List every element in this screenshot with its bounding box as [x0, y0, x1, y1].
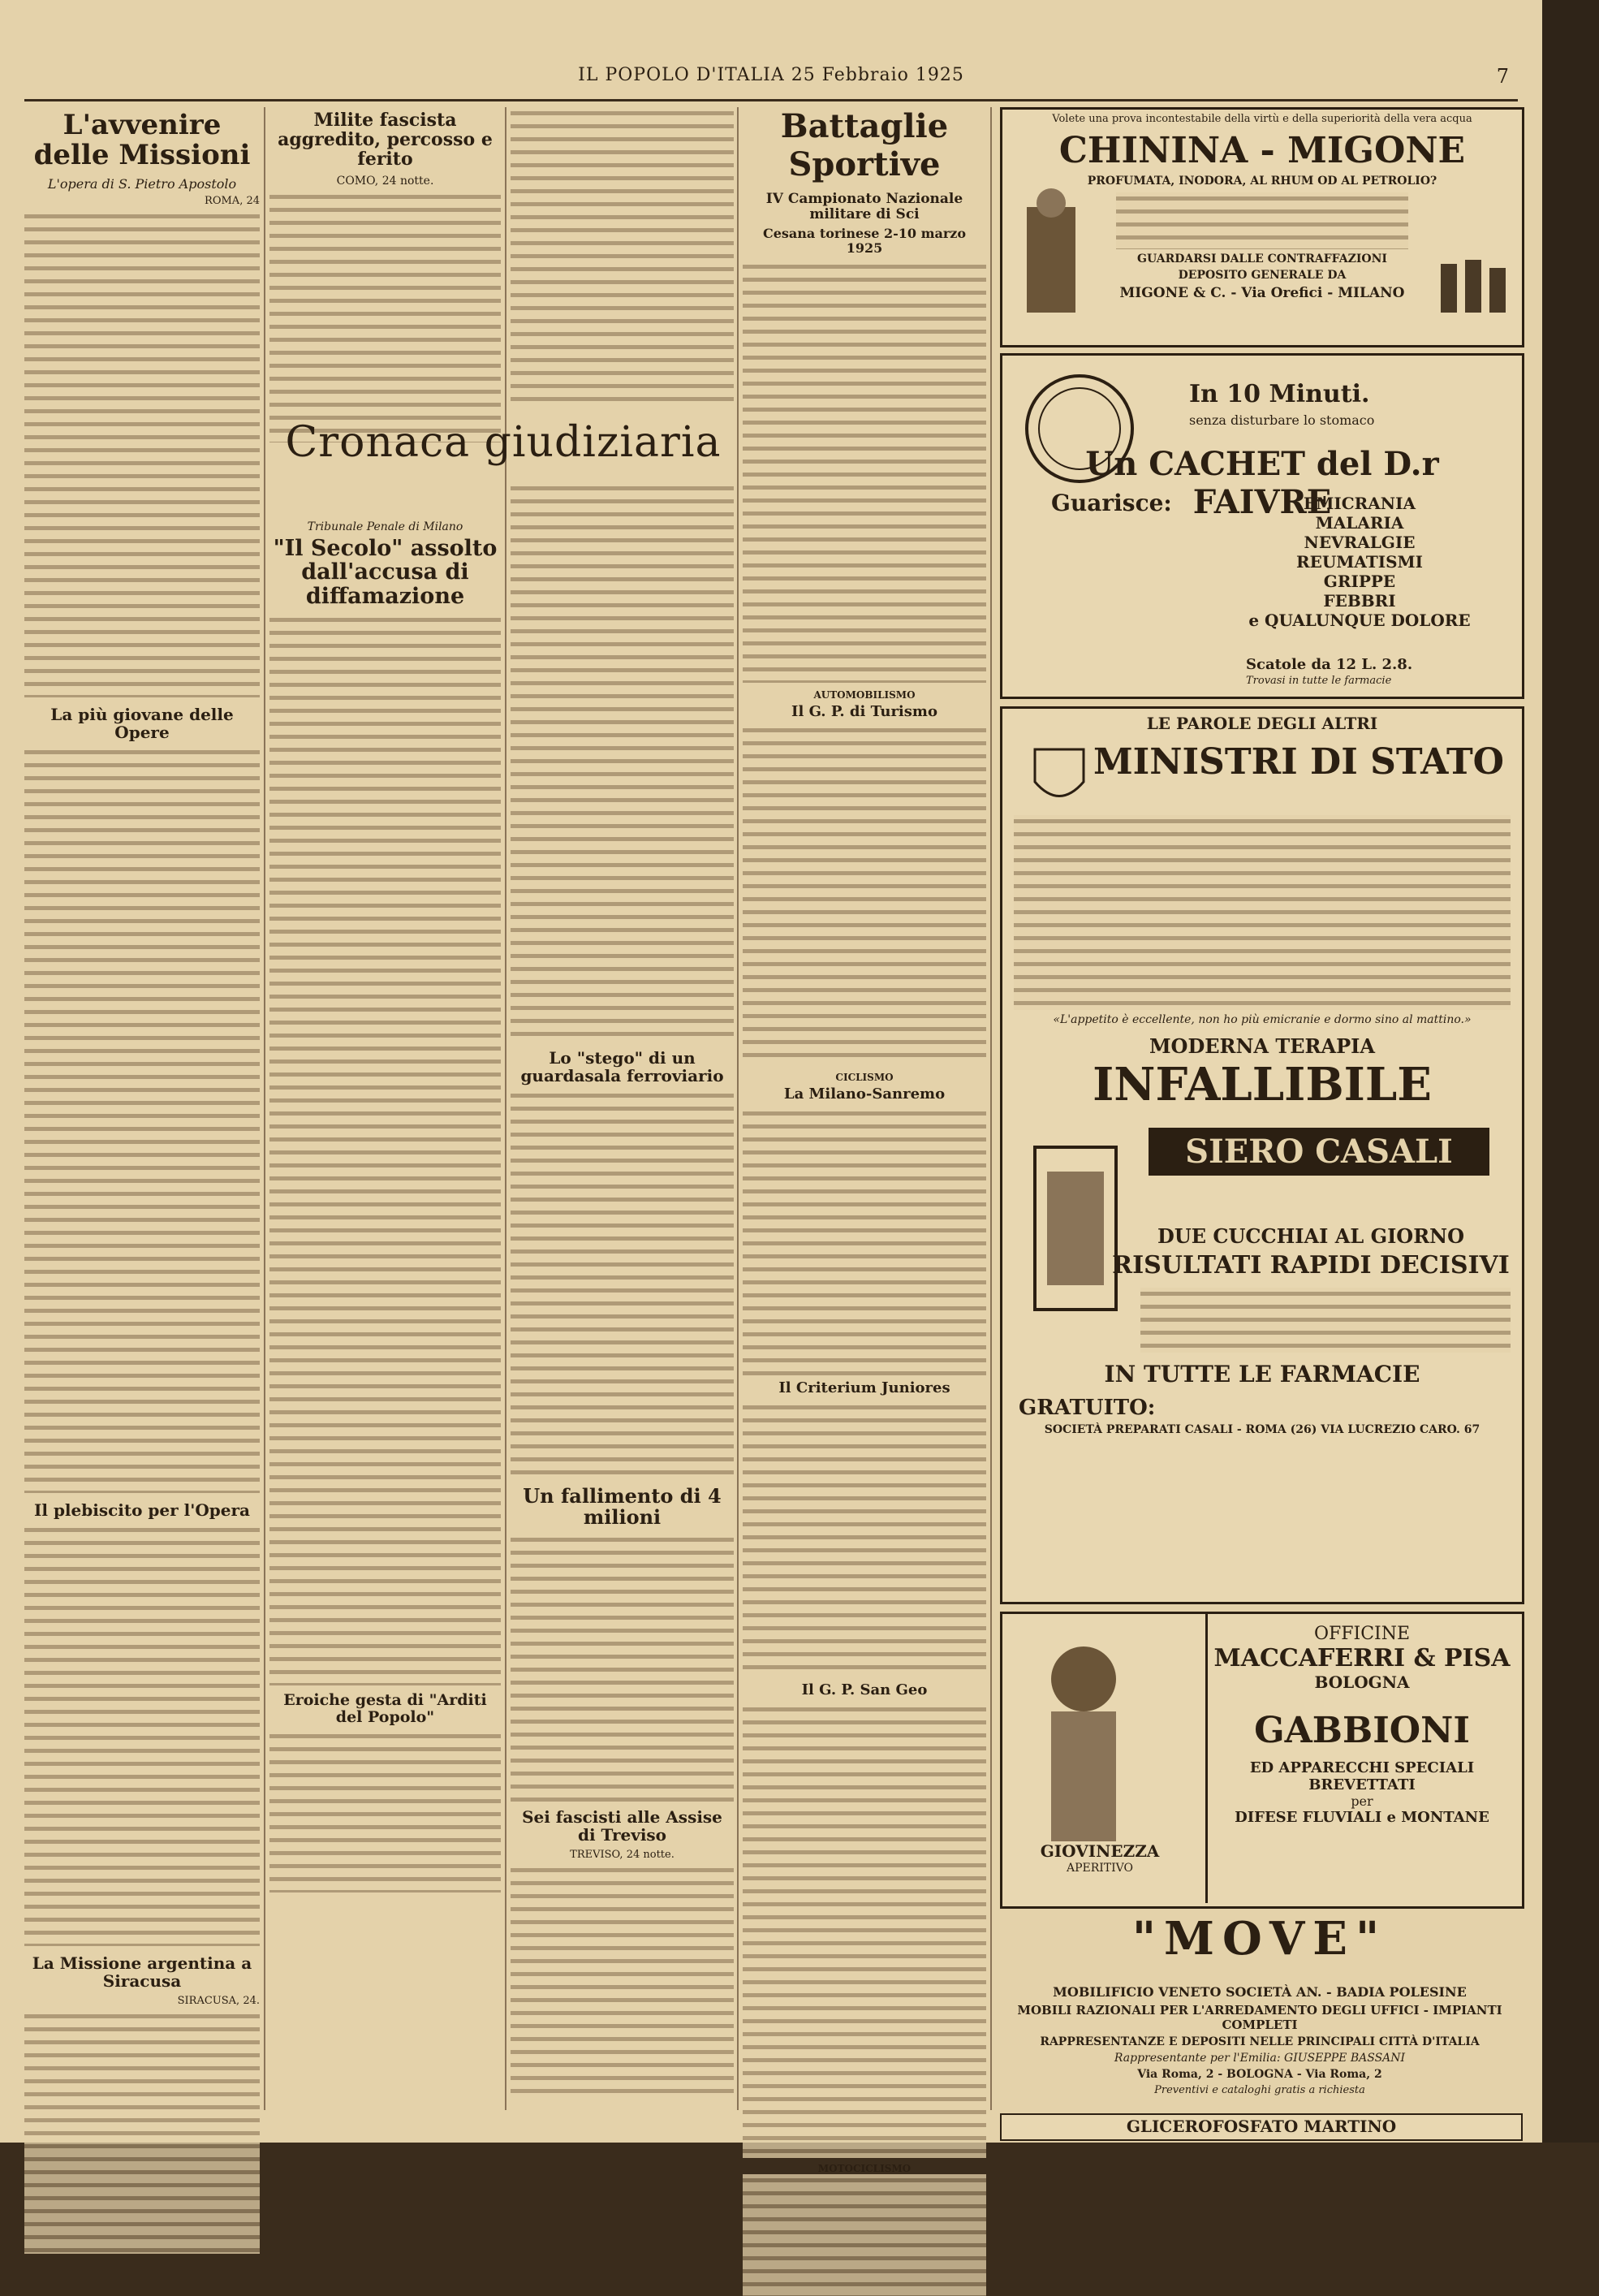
ad-brevettati: BREVETTATI: [1308, 1776, 1416, 1793]
cronaca-giudiziaria-heading: Cronaca giudiziaria: [285, 418, 722, 467]
ad-faivre-item: EMICRANIA: [1304, 494, 1416, 513]
headline-siracusa: La Missione argentina a Siracusa: [32, 1953, 252, 1991]
ad-chinina-top: Volete una prova incontestabile della virtù e della superiorità della vera acqua: [1052, 113, 1472, 125]
column-sport: [743, 107, 986, 2174]
article-body-secolo: [269, 614, 501, 1685]
ad-maccaferri-title: MACCAFERRI & PISA: [1213, 1644, 1511, 1672]
article-body-siracusa: [24, 2010, 260, 2254]
section-automobilismo: AUTOMOBILISMO: [813, 688, 916, 701]
column-2: [269, 107, 501, 2110]
article-body-secolo-cont: [511, 482, 734, 1042]
ad-faivre-time-sub: senza disturbare lo stomaco: [1189, 412, 1375, 428]
dateline-treviso: TREVISO, 24 notte.: [570, 1848, 675, 1861]
dateline-roma: ROMA, 24: [205, 194, 260, 207]
masthead-rule: [24, 99, 1518, 101]
masthead-title: IL POPOLO D'ITALIA 25 Febbraio 1925: [578, 65, 964, 85]
sport-sci-place: Cesana torinese 2-10 marzo 1925: [762, 226, 967, 256]
ad-move-title: "MOVE": [1131, 1912, 1388, 1966]
article-body-plebiscito: [24, 1524, 260, 1946]
ad-faivre-time: In 10 Minuti.: [1189, 380, 1370, 408]
ad-faivre-item: FEBBRI: [1323, 591, 1396, 611]
article-body-missioni: [24, 210, 260, 697]
ad-move-emilia: Rappresentante per l'Emilia: GIUSEPPE BASSANI: [1114, 2052, 1406, 2065]
ad-difese: DIFESE FLUVIALI e MONTANE: [1235, 1809, 1489, 1826]
headline-stego: Lo "stego" di un guardasala ferroviario: [520, 1048, 724, 1085]
headline-treviso: Sei fascisti alle Assise di Treviso: [522, 1806, 722, 1845]
masthead: [24, 65, 1518, 97]
coat-of-arms-icon: [1027, 741, 1092, 814]
ad-siero-societa: SOCIETÀ PREPARATI CASALI - ROMA (26) VIA LUCREZIO CARO. 67: [1044, 1423, 1480, 1436]
article-body-treviso: [511, 1864, 734, 2100]
ad-per: per: [1351, 1793, 1373, 1809]
headline-san-geo: Il G. P. San Geo: [801, 1681, 928, 1698]
ad-siero-farmacie: IN TUTTE LE FARMACIE: [1104, 1361, 1420, 1388]
ad-ministri-title: MINISTRI DI STATO: [1093, 741, 1505, 783]
headline-milite: Milite fascista aggredito, percosso e ferito: [278, 110, 493, 170]
ad-chinina-dep: DEPOSITO GENERALE DA: [1178, 269, 1347, 282]
article-body-criterium: [743, 1401, 986, 1677]
ad-move-addr: Via Roma, 2 - BOLOGNA - Via Roma, 2: [1137, 2068, 1382, 2081]
dateline-siracusa: SIRACUSA, 24.: [177, 1994, 260, 2007]
article-body-milano-sanremo: [743, 1107, 986, 1375]
ad-siero-gratuito: GRATUITO:: [1019, 1396, 1156, 1420]
ad-gabbioni-sub: ED APPARECCHI SPECIALI: [1249, 1759, 1475, 1776]
barber-illustration-icon: [1011, 183, 1092, 321]
ad-aperitivo: APERITIVO: [1066, 1862, 1134, 1875]
headline-missioni: L'avvenire delle Missioni: [33, 109, 251, 172]
ad-faivre-item: MALARIA: [1315, 513, 1404, 533]
ad-chinina-warn: GUARDARSI DALLE CONTRAFFAZIONI: [1137, 252, 1387, 265]
ad-chinina-sub: PROFUMATA, INODORA, AL RHUM OD AL PETROLIO?: [1087, 175, 1437, 188]
article-body-arditi: [269, 1730, 501, 1892]
column-1: [24, 107, 260, 2110]
ad-siero-body: [1140, 1288, 1511, 1353]
article-body-sci: [743, 261, 986, 683]
dateline-como: COMO, 24 notte.: [336, 174, 434, 188]
column-3: [511, 107, 734, 2110]
article-body-stego: [511, 1090, 734, 1479]
ad-chinina-body: [1116, 192, 1408, 249]
ad-ministri-siero-casali: [1000, 706, 1524, 1604]
subheadline-opera: L'opera di S. Pietro Apostolo: [47, 175, 237, 192]
bottles-illustration-icon: [1433, 256, 1514, 321]
ad-faivre-box: Scatole da 12 L. 2.8.: [1246, 656, 1413, 673]
ad-chinina-addr: MIGONE & C. - Via Orefici - MILANO: [1119, 285, 1405, 301]
ad-bologna: BOLOGNA: [1314, 1672, 1410, 1692]
tribunale-label: Tribunale Penale di Milano: [307, 520, 463, 533]
binding-edge: [1542, 0, 1599, 2143]
section-motociclismo: MOTOCICLISMO: [817, 2162, 912, 2174]
ad-infallibile: INFALLIBILE: [1093, 1058, 1432, 1111]
ad-cachet-faivre: [1000, 353, 1524, 699]
ad-parole-heading: LE PAROLE DEGLI ALTRI: [1146, 714, 1378, 733]
ad-glicerofosfato: [1000, 2113, 1523, 2141]
column-divider: [990, 107, 992, 2110]
ad-faivre-item: GRIPPE: [1323, 572, 1396, 591]
column-divider: [505, 107, 506, 2110]
ad-siero-banner: SIERO CASALI: [1149, 1128, 1489, 1176]
ad-ministri-quotes: [1014, 815, 1511, 1010]
ad-glicerofosfato-title: GLICEROFOSFATO MARTINO: [1126, 2117, 1397, 2136]
ad-faivre-title: Un CACHET del D.r FAIVRE: [1085, 445, 1439, 521]
ad-siero-risultati: RISULTATI RAPIDI DECISIVI: [1112, 1251, 1510, 1280]
ad-move-prev: Preventivi e cataloghi gratis a richiesta: [1154, 2084, 1365, 2096]
ad-terapia: MODERNA TERAPIA: [1149, 1034, 1376, 1058]
headline-secolo: "Il Secolo" assolto dall'accusa di diffamazione: [273, 535, 498, 609]
sport-sci-title: IV Campionato Nazionale militare di Sci: [765, 191, 963, 222]
page-number: 7: [1496, 65, 1510, 88]
article-body-san-geo: [743, 1703, 986, 2158]
ad-maccaferri: [1000, 1612, 1524, 1909]
article-body-motociclismo: [743, 2174, 986, 2296]
ad-faivre-item: e QUALUNQUE DOLORE: [1248, 611, 1471, 630]
ad-faivre-box-sub: Trovasi in tutte le farmacie: [1246, 675, 1392, 687]
article-body-gp-turismo: [743, 724, 986, 1065]
section-ciclismo: CICLISMO: [835, 1072, 894, 1084]
ad-move-line: MOBILI RAZIONALI PER L'ARREDAMENTO DEGLI UFFICI - IMPIANTI COMPLETI: [1017, 2003, 1502, 2032]
ad-faivre-item: REUMATISMI: [1295, 552, 1424, 572]
headline-fallimento: Un fallimento di 4 milioni: [523, 1484, 722, 1530]
ad-move-details: [1000, 1981, 1519, 2111]
ad-faivre-list: [1230, 494, 1489, 630]
ad-ministri-quote: «L'appetito è eccellente, non ho più emicranie e dormo sino al mattino.»: [1053, 1013, 1472, 1026]
headline-arditi: Eroiche gesta di "Arditi del Popolo": [283, 1690, 487, 1726]
column-divider: [264, 107, 265, 2110]
column-divider: [737, 107, 739, 2110]
headline-opere: La più giovane delle Opere: [50, 704, 234, 742]
ad-maccaferri-panel: [1205, 1614, 1516, 1903]
ad-chinina-title: CHININA - MIGONE: [1058, 130, 1466, 171]
ad-siero-cucchiai: DUE CUCCHIAI AL GIORNO: [1157, 1224, 1464, 1248]
article-body-milite-cont: [511, 107, 734, 408]
ad-gabbioni: GABBIONI: [1254, 1710, 1470, 1751]
article-body-milite: [269, 191, 501, 442]
headline-gp-turismo: Il G. P. di Turismo: [791, 702, 937, 720]
ad-chinina-migone: [1000, 107, 1524, 347]
ad-officine: OFFICINE: [1313, 1624, 1411, 1644]
headline-plebiscito: Il plebiscito per l'Opera: [34, 1500, 250, 1520]
ad-faivre-guarisce: Guarisce:: [1051, 490, 1172, 516]
siero-bottle-icon: [1027, 1139, 1124, 1318]
headline-milano-sanremo: La Milano-Sanremo: [783, 1085, 946, 1103]
ad-faivre-item: NEVRALGIE: [1304, 533, 1416, 552]
headline-battaglie-sportive: Battaglie Sportive: [780, 107, 949, 183]
headline-criterium: Il Criterium Juniores: [778, 1379, 950, 1397]
article-body-fallimento: [511, 1534, 734, 1802]
ad-move-sub: MOBILIFICIO VENETO SOCIETÀ AN. - BADIA POLESINE: [1053, 1984, 1467, 2000]
ad-giovinezza: GIOVINEZZA: [1040, 1841, 1160, 1861]
ad-move-rep: RAPPRESENTANZE E DEPOSITI NELLE PRINCIPALI CITTÀ D'ITALIA: [1040, 2035, 1480, 2048]
article-body-opere: [24, 746, 260, 1493]
